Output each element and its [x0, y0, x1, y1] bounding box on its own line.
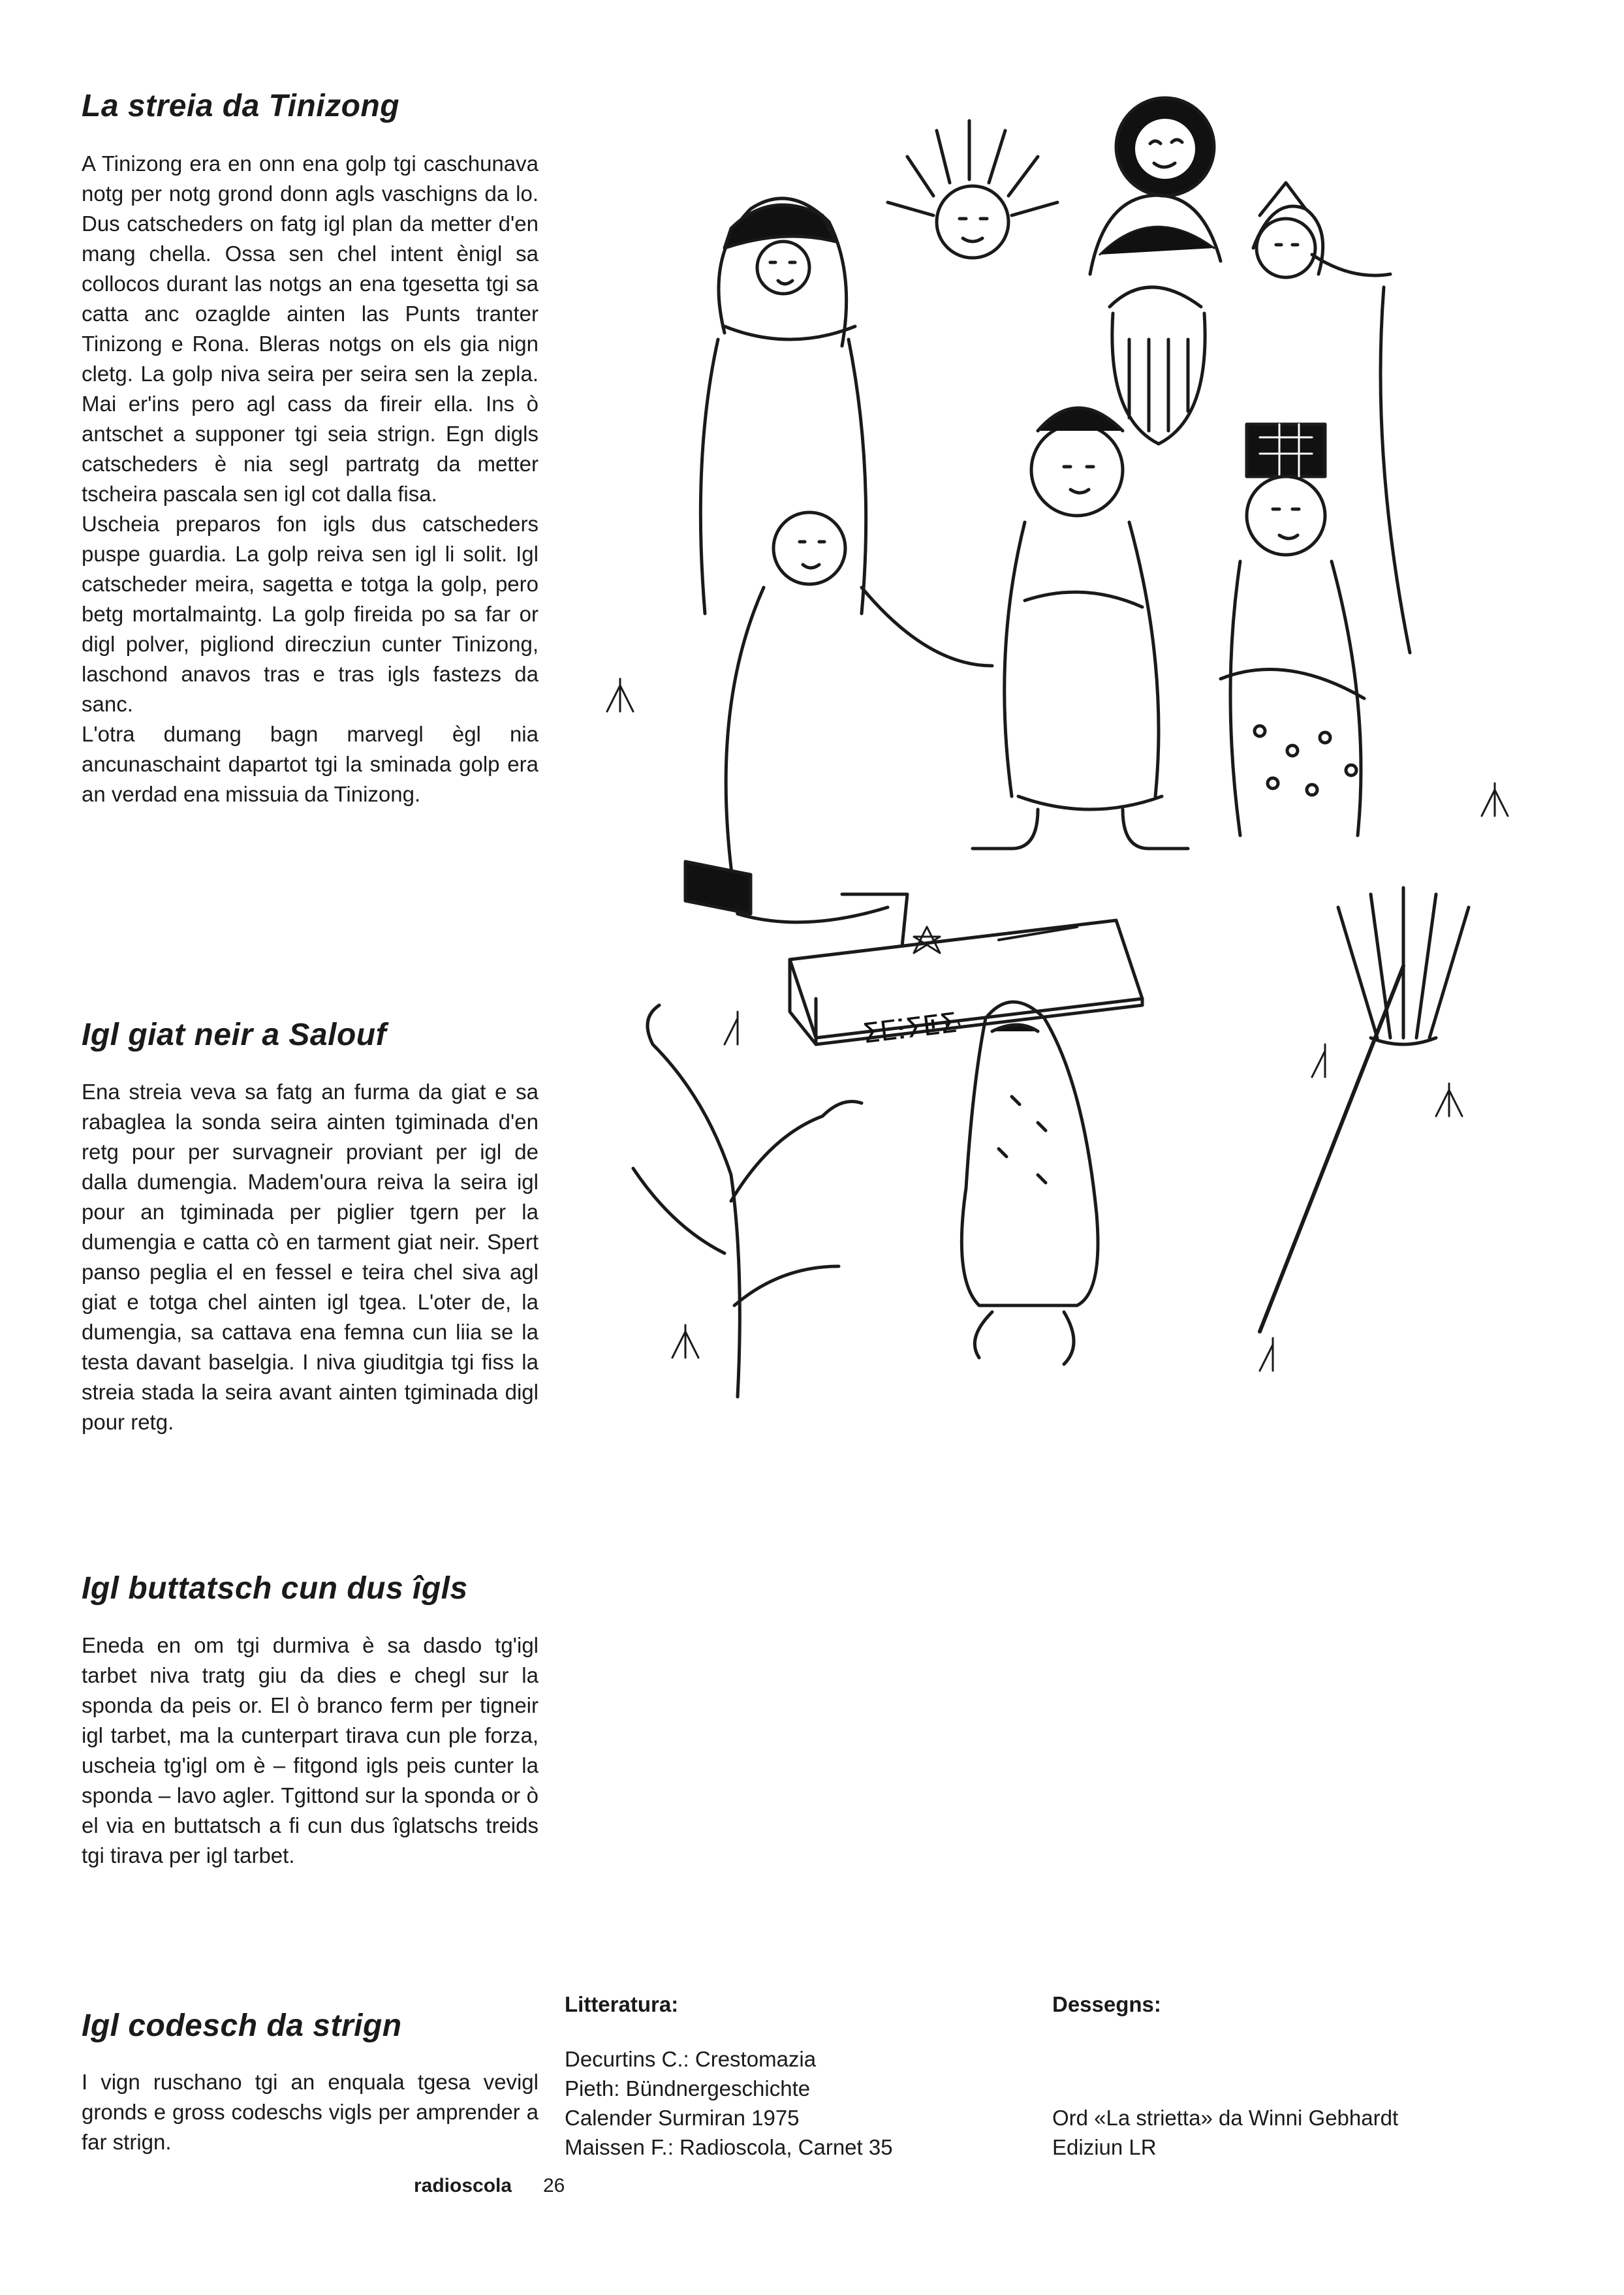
moon-icon [1116, 98, 1214, 196]
story-title-tinizong: La streia da Tinizong [82, 89, 400, 123]
story-title-codesch: Igl codesch da strign [82, 2008, 402, 2043]
list-item: Maissen F.: Radioscola, Carnet 35 [565, 2135, 893, 2159]
paragraph: Ena streia veva sa fatg an furma da giat e sa rabaglea la sonda seira ainten tgiminada d'en retg pour per survagneir proviant per igl de dalla dumengia. Madem'oura reiva la seira igl pour an tgiminada per piglier tgern per la dumengia e catta cò en tarment giat neir. Spert panso peglia el en fessel e teira chel siva agl giat e totga chel ainten igl tgea. L'oter de, la dumengia, sa cattava ena femna cun liia se la testa davant baselgia. I niva giuditgia tgi fiss la streia stada la seira avant ainten tgiminada digl pour retg. [82, 1080, 539, 1434]
drawings-heading: Dessegns: [1052, 1992, 1161, 2016]
footer-brand: radioscola [414, 2175, 512, 2196]
paragraph: A Tinizong era en onn ena golp tgi caschunava notg per notg grond donn agls vaschigns da lo. Dus catscheders on fatg igl plan da metter d'en mang chella. Ossa sen chel intent ènigl sa collocos durant las notgs an ena tgesetta tgi sa catta anc ozaglde ainten las Punts tranter Tinizong e Rona. Bleras notgs on els gia nign cletg. La golp niva seira per seira sen la zepla. Mai er'ins pero agl cass da fireir ella. Ins ò antschet a supponer tgi seia strign. Egn digls catscheders è nia segl partratg da metter tscheira pascala sen igl cot dalla fisa. [82, 151, 539, 506]
witch-figure [685, 512, 992, 960]
literature-list [565, 2044, 893, 2162]
list-item: Ord «La strietta» da Winni Gebhardt [1052, 2106, 1399, 2130]
story-title-buttatsch: Igl buttatsch cun dus îgls [82, 1571, 468, 1606]
page-number: 26 [543, 2175, 565, 2196]
tree-drawing [633, 1005, 862, 1397]
spell-book [790, 920, 1142, 1050]
witch-figure [961, 1002, 1098, 1364]
story-body-codesch [82, 2067, 539, 2157]
story-body-salouf [82, 1077, 539, 1437]
story-body-buttatsch [82, 1631, 539, 1871]
list-item: Decurtins C.: Crestomazia [565, 2047, 817, 2071]
book-inscription: ⵉⵎⵗⵢⵟⵉ [860, 1006, 959, 1050]
literature-heading: Litteratura: [565, 1992, 679, 2016]
list-item: Calender Surmiran 1975 [565, 2106, 800, 2130]
witch-figure [888, 121, 1057, 258]
wizard-figure [1090, 195, 1221, 444]
list-item: Ediziun LR [1052, 2135, 1157, 2159]
story-title-salouf: Igl giat neir a Salouf [82, 1018, 387, 1052]
paragraph: Uscheia preparos fon igls dus catscheders puspe guardia. La golp reiva sen igl li solit. Igl catscheder meira, sagetta e totga la golp, pero betg mortalmaintg. La golp fireida po sa far or digl polver, pigliond direcziun cunter Tinizong, laschond anavos tras e tras igls fastezs da sanc. [82, 512, 539, 716]
paragraph: Eneda en om tgi durmiva è sa dasdo tg'igl tarbet niva tratg giu da dies e chegl sur la sponda da peis or. El ò branco ferm per tigneir igl tarbet, ma la cunterpart tirava cun ple forza, uscheia tg'igl om è – fitgond igls peis cunter la sponda – lavo agler. Tgittond sur la sponda or ò el via en buttatsch a fi cun dus îglatschs treids tgi tirava per igl tarbet. [82, 1633, 539, 1867]
story-body-tinizong [82, 149, 539, 809]
witches-illustration [568, 91, 1527, 1436]
broom-drawing [1260, 888, 1469, 1332]
witch-figure [973, 408, 1188, 849]
list-item: Pieth: Bündnergeschichte [565, 2076, 811, 2100]
paragraph: I vign ruschano tgi an enquala tgesa vevigl gronds e gross codeschs vigls per amprender a far strign. [82, 2070, 539, 2154]
paragraph: L'otra dumang bagn marvegl ègl nia ancunaschaint dapartot tgi la sminada golp era an verdad ena missuia da Tinizong. [82, 722, 539, 806]
witch-figure [1221, 424, 1364, 835]
witch-figure [1253, 183, 1410, 653]
witch-figure [700, 198, 866, 614]
drawings-list [1052, 2103, 1398, 2162]
